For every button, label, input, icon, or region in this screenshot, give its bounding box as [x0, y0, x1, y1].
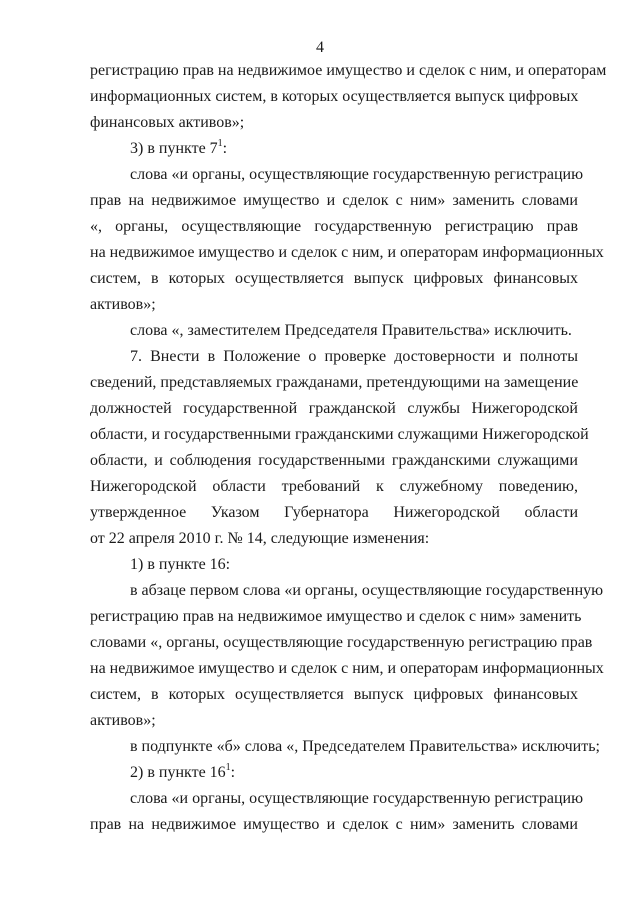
text-line [90, 318, 578, 344]
text-line [90, 708, 578, 734]
line-text: Нижегородской области требований к служебному поведению, [90, 478, 578, 495]
text-line [90, 500, 578, 526]
text-line [90, 448, 578, 474]
text-line [90, 110, 578, 136]
line-text: в абзаце первом слова «и органы, осуществляющие государственную [130, 582, 604, 599]
text-line [90, 526, 578, 552]
text-line [90, 214, 578, 240]
text-line [90, 344, 578, 370]
text-line [90, 266, 578, 292]
line-text: на недвижимое имущество и сделок с ним, и операторам информационных [90, 660, 604, 677]
text-line [90, 760, 578, 786]
text-line [90, 474, 578, 500]
superscript: 1 [217, 138, 223, 149]
line-text: активов»; [90, 296, 156, 313]
line-text: информационных систем, в которых осуществляется выпуск цифровых [90, 88, 579, 105]
line-text: «, органы, осуществляющие государственную регистрацию прав [90, 218, 578, 235]
text-line [90, 604, 582, 630]
document-body [90, 58, 607, 838]
line-text: систем, в которых осуществляется выпуск цифровых финансовых [90, 686, 578, 703]
line-text: финансовых активов»; [90, 114, 245, 131]
line-text: области, и государственными гражданскими служащими Нижегородской [90, 426, 589, 443]
line-suffix: : [222, 140, 228, 157]
text-line [90, 630, 593, 656]
line-text: на недвижимое имущество и сделок с ним, и операторам информационных [90, 244, 604, 261]
line-text: сведений, представляемых гражданами, претендующими на замещение [90, 374, 579, 391]
page-number: 4 [316, 39, 324, 56]
text-line [90, 552, 578, 578]
line-text: 7. Внести в Положение о проверке достоверности и полноты [130, 348, 578, 365]
line-text: регистрацию прав на недвижимое имущество и сделок с ним, и операторам [90, 62, 607, 79]
line-text: слова «и органы, осуществляющие государственную регистрацию [130, 790, 584, 807]
text-line [90, 422, 589, 448]
line-text: 3) в пункте 7 [130, 140, 218, 157]
line-text: области, и соблюдения государственными гражданскими служащими [90, 452, 578, 469]
text-line [90, 370, 578, 396]
line-text: 1) в пункте 16: [130, 556, 231, 573]
line-suffix: : [230, 764, 236, 781]
line-text: утвержденное Указом Губернатора Нижегородской области [90, 504, 578, 521]
line-text: активов»; [90, 712, 156, 729]
text-line [90, 188, 578, 214]
line-text: должностей государственной гражданской службы Нижегородской [90, 400, 578, 417]
line-text: прав на недвижимое имущество и сделок с ним» заменить словами [90, 816, 578, 833]
text-line [90, 682, 578, 708]
text-line [90, 656, 604, 682]
text-line [90, 240, 604, 266]
text-line [90, 734, 600, 760]
text-line [90, 292, 578, 318]
text-line [90, 786, 584, 812]
superscript: 1 [225, 762, 231, 773]
line-text: регистрацию прав на недвижимое имущество и сделок с ним» заменить [90, 608, 582, 625]
line-text: от 22 апреля 2010 г. № 14, следующие изменения: [90, 530, 430, 547]
line-text: словами «, органы, осуществляющие государственную регистрацию прав [90, 634, 593, 651]
text-line [90, 578, 604, 604]
line-text: 2) в пункте 16 [130, 764, 226, 781]
text-line [90, 396, 578, 422]
text-line [90, 162, 584, 188]
text-line [90, 58, 607, 84]
text-line [90, 812, 578, 838]
line-text: слова «, заместителем Председателя Правительства» исключить. [130, 322, 572, 339]
line-text: систем, в которых осуществляется выпуск цифровых финансовых [90, 270, 578, 287]
line-text: слова «и органы, осуществляющие государственную регистрацию [130, 166, 584, 183]
line-text: в подпункте «б» слова «, Председателем Правительства» исключить; [130, 738, 600, 755]
text-line [90, 84, 578, 110]
line-text: прав на недвижимое имущество и сделок с ним» заменить словами [90, 192, 578, 209]
text-line [90, 136, 578, 162]
